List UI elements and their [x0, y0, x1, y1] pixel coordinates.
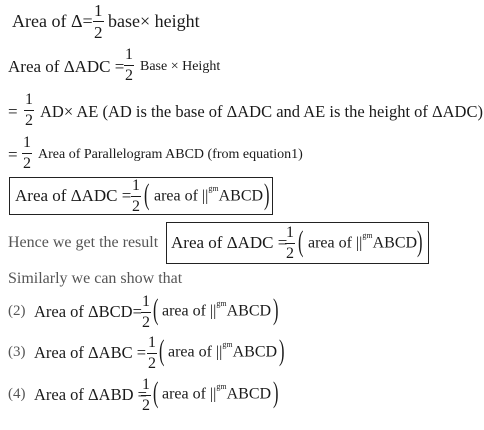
right-paren: )	[417, 225, 423, 258]
left-paren: (	[298, 225, 304, 258]
half-fraction: $\frac{1}{2}$	[94, 1, 103, 42]
half-fraction: $\frac{1}{2}$	[286, 224, 294, 262]
area-abd-lead: Area of ΔABD =	[34, 385, 147, 404]
half-fraction: $\frac{1}{2}$	[142, 293, 150, 331]
left-paren: (	[159, 334, 165, 367]
half-fraction: $\frac{1}{2}$	[148, 334, 156, 372]
hence-text: Hence we get the result	[8, 234, 159, 251]
right-paren: )	[273, 376, 279, 409]
right-paren: )	[273, 293, 279, 326]
area-parallelogram-text: area of $||^{gm}ABCD$	[162, 299, 272, 320]
base-height-text: base× height	[108, 11, 200, 31]
half-fraction: $\frac{1}{2}$	[132, 177, 140, 215]
right-paren: )	[279, 334, 285, 367]
left-paren: (	[144, 178, 150, 211]
ad-ae-explanation: AD× AE (AD is the base of ΔADC and AE is the height of ΔADC)	[40, 102, 483, 121]
half-fraction: $\frac{1}{2}$	[125, 46, 133, 84]
area-adc-lead: Area of ΔADC =	[15, 186, 132, 205]
equals-sign: =	[8, 102, 18, 121]
area-bcd-lead: Area of ΔBCD=	[34, 302, 142, 321]
item-number: (3)	[8, 344, 26, 360]
area-parallelogram-text: area of $||^{gm}ABCD$	[154, 184, 264, 205]
half-fraction: $\frac{1}{2}$	[142, 376, 150, 414]
right-paren: )	[264, 178, 270, 211]
parallelogram-reference: Area of Parallelogram ABCD (from equation1)	[38, 147, 303, 162]
left-paren: (	[153, 376, 159, 409]
result-box	[166, 222, 429, 264]
item-number: (4)	[8, 386, 26, 402]
half-fraction: $\frac{1}{2}$	[25, 91, 33, 129]
equals-sign: =	[8, 145, 18, 164]
area-parallelogram-text: area of $||^{gm}ABCD$	[162, 382, 272, 403]
area-parallelogram-text: area of $||^{gm}ABCD$	[168, 340, 278, 361]
half-fraction: $\frac{1}{2}$	[23, 134, 31, 172]
area-parallelogram-text: area of $||^{gm}ABCD$	[308, 231, 418, 252]
area-abc-lead: Area of ΔABC =	[34, 343, 147, 362]
base-height-words: Base × Height	[140, 59, 221, 74]
similarly-text: Similarly we can show that	[8, 270, 183, 287]
area-adc-lead: Area of ΔADC =	[171, 233, 288, 252]
area-triangle-lead: Area of Δ=	[12, 11, 93, 31]
left-paren: (	[153, 293, 159, 326]
area-adc-lead: Area of ΔADC =	[8, 57, 125, 76]
result-box	[9, 177, 273, 215]
item-number: (2)	[8, 303, 26, 319]
